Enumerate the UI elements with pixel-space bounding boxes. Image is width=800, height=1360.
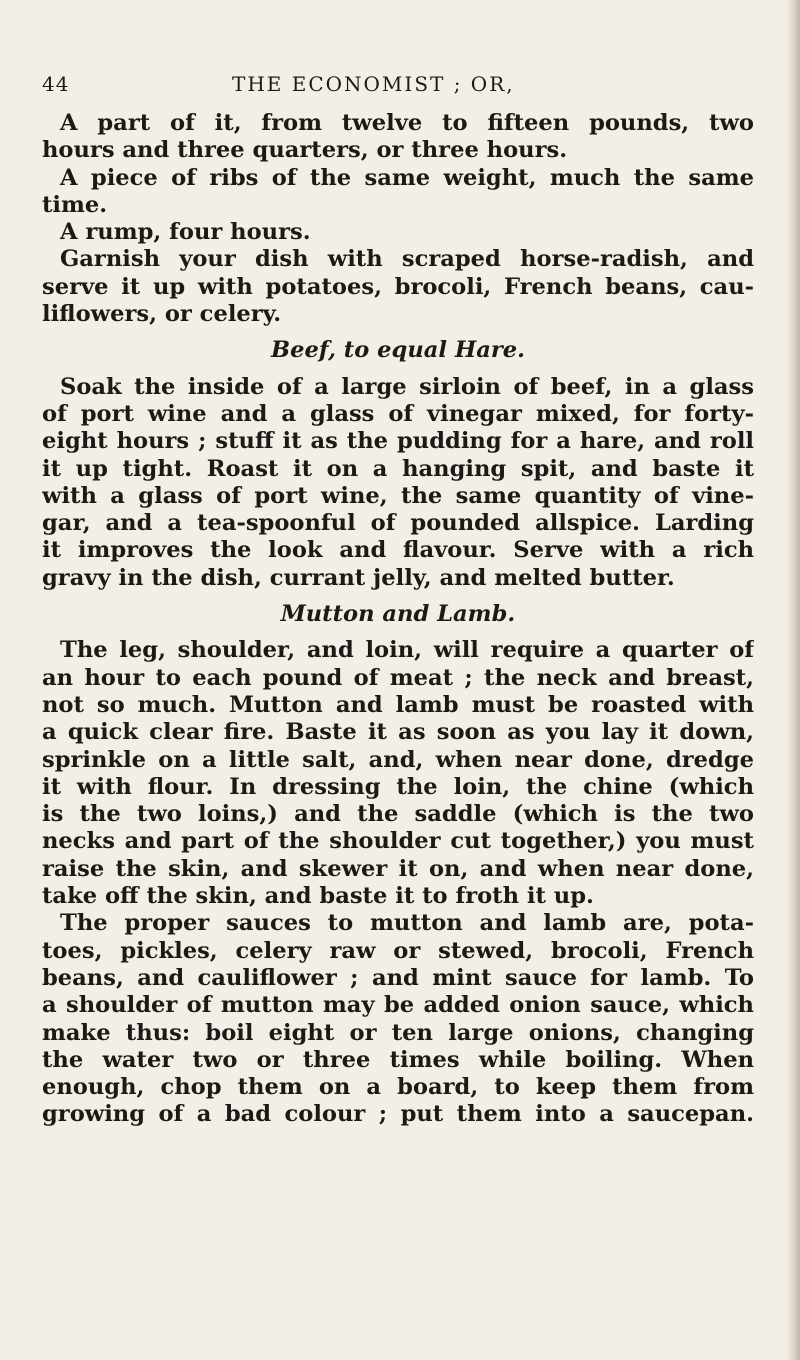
text-line: necks and part of the shoulder cut together,) you must <box>42 828 754 855</box>
text-line: growing of a bad colour ; put them into a saucepan. <box>42 1101 754 1128</box>
body-text <box>42 110 754 1129</box>
text-line: liflowers, or celery. <box>42 301 282 328</box>
text-line: Soak the inside of a large sirloin of beef, in a glass <box>60 373 754 400</box>
text-line: it with flour. In dressing the loin, the chine (which <box>42 773 754 800</box>
text-line: serve it up with potatoes, brocoli, French beans, cau- <box>42 273 754 300</box>
text-line: a quick clear fire. Baste it as soon as you lay it down, <box>42 719 754 746</box>
text-line: the water two or three times while boiling. When <box>42 1046 754 1073</box>
text-line: enough, chop them on a board, to keep them from <box>42 1074 754 1101</box>
running-title: THE ECONOMIST ; OR, <box>232 72 515 96</box>
text-line: an hour to each pound of meat ; the neck and breast, <box>42 664 754 691</box>
text-line: it improves the look and flavour. Serve with a rich <box>42 537 754 564</box>
text-line: The proper sauces to mutton and lamb are, pota- <box>60 910 754 937</box>
text-line: The leg, shoulder, and loin, will require a quarter of <box>60 637 754 664</box>
text-line: A piece of ribs of the same weight, much the same <box>60 164 754 191</box>
text-line: beans, and cauliflower ; and mint sauce for lamb. To <box>42 964 754 991</box>
section-heading: Mutton and Lamb. <box>280 601 516 628</box>
text-line: gravy in the dish, currant jelly, and melted butter. <box>42 564 675 591</box>
text-line: hours and three quarters, or three hours. <box>42 137 568 164</box>
text-line: time. <box>42 191 108 218</box>
page-number: 44 <box>42 72 70 96</box>
text-line: it up tight. Roast it on a hanging spit, and baste it <box>42 455 754 482</box>
text-line: eight hours ; stuff it as the pudding for a hare, and roll <box>42 428 754 455</box>
text-line: make thus: boil eight or ten large onions, changing <box>42 1019 754 1046</box>
text-line: Garnish your dish with scraped horse-radish, and <box>60 246 754 273</box>
text-line: with a glass of port wine, the same quantity of vine- <box>42 482 754 509</box>
section-heading: Beef, to equal Hare. <box>271 337 525 364</box>
text-line: is the two loins,) and the saddle (which is the two <box>42 801 754 828</box>
text-line: toes, pickles, celery raw or stewed, brocoli, French <box>42 937 754 964</box>
text-line: of port wine and a glass of vinegar mixed, for forty- <box>42 400 754 427</box>
text-line: a shoulder of mutton may be added onion sauce, which <box>42 992 754 1019</box>
page-binding-edge <box>786 0 800 1360</box>
text-line: take off the skin, and baste it to froth it up. <box>42 883 594 910</box>
text-line: A rump, four hours. <box>60 219 311 246</box>
running-head <box>42 72 752 102</box>
text-line: gar, and a tea-spoonful of pounded allspice. Larding <box>42 510 754 537</box>
text-line: sprinkle on a little salt, and, when near done, dredge <box>42 746 754 773</box>
text-line: A part of it, from twelve to fifteen pounds, two <box>60 110 754 136</box>
text-line: not so much. Mutton and lamb must be roasted with <box>42 691 754 718</box>
text-line: raise the skin, and skewer it on, and when near done, <box>42 855 754 882</box>
